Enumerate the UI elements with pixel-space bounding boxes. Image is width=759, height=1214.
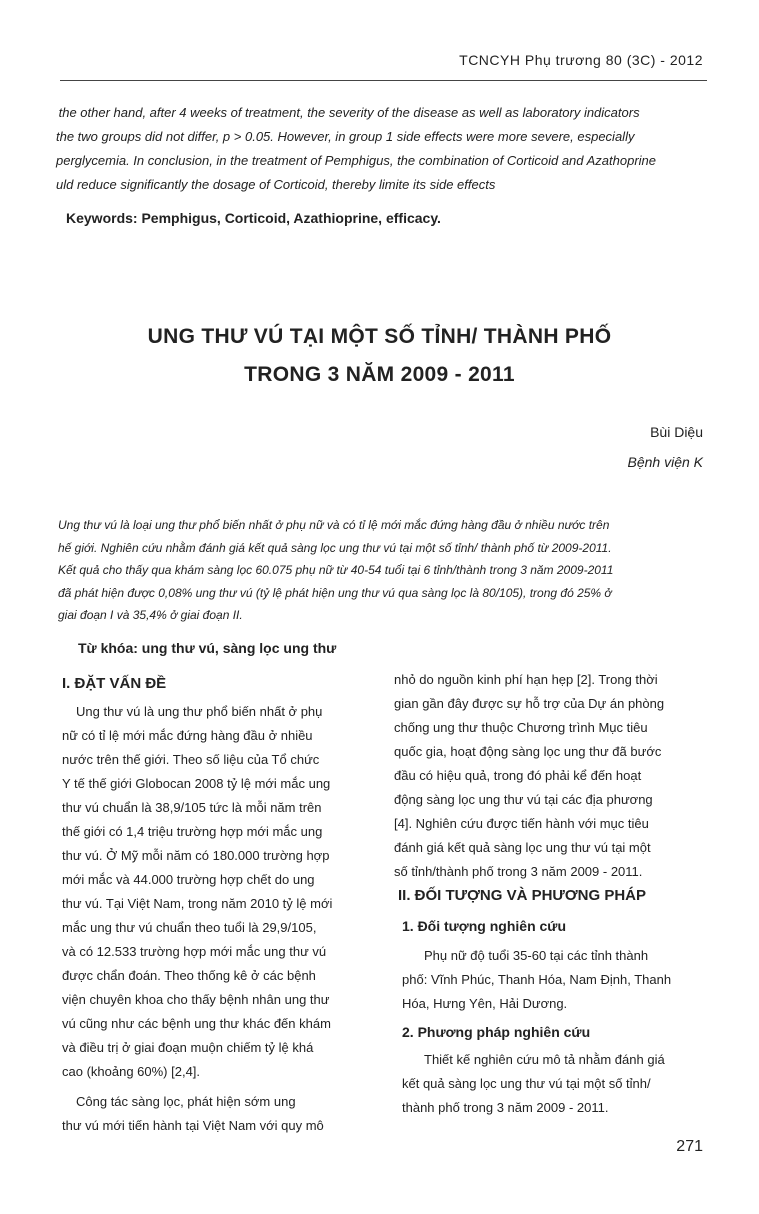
body-line: Công tác sàng lọc, phát hiện sớm ung xyxy=(76,1094,296,1109)
body-line: được chẩn đoán. Theo thống kê ở các bệnh xyxy=(62,968,316,983)
body-line: Phụ nữ độ tuổi 35-60 tại các tỉnh thành xyxy=(424,948,649,963)
body-line: thư vú mới tiến hành tại Việt Nam với quy mô xyxy=(62,1118,324,1133)
abstract-en-line: the two groups did not differ, p > 0.05. However, in group 1 side effects were more severe, especially xyxy=(56,129,635,144)
body-line: quốc gia, hoạt động sàng lọc ung thư đã bước xyxy=(394,744,662,759)
body-line: đầu có hiệu quả, trong đó phải kể đến hoạt xyxy=(394,768,642,783)
body-line: thư vú. Tại Việt Nam, trong năm 2010 tỷ lệ mới xyxy=(62,896,333,911)
body-line: phố: Vĩnh Phúc, Thanh Hóa, Nam Định, Thanh xyxy=(402,972,672,987)
body-line: [4]. Nghiên cứu được tiến hành với mục tiêu xyxy=(394,816,649,831)
body-line: và điều trị ở giai đoạn muộn chiếm tỷ lệ khá xyxy=(62,1040,314,1055)
page-number: 271 xyxy=(676,1138,703,1155)
body-line: nhỏ do nguồn kinh phí hạn hẹp [2]. Trong thời xyxy=(394,672,658,687)
sub-heading-subjects: 1. Đối tượng nghiên cứu xyxy=(402,918,567,934)
section-heading-intro: I. ĐẶT VẤN ĐỀ xyxy=(62,675,167,692)
abstract-en-line: uld reduce significantly the dosage of Corticoid, thereby limite its side effects xyxy=(56,177,496,192)
body-line: chống ung thư thuộc Chương trình Mục tiêu xyxy=(394,720,648,735)
body-line: động sàng lọc ung thư vú tại các địa phương xyxy=(394,792,653,807)
body-line: thế giới có 1,4 triệu trường hợp mới mắc ung xyxy=(62,824,323,839)
keywords-english: Keywords: Pemphigus, Corticoid, Azathioprine, efficacy. xyxy=(66,210,441,226)
body-line: thành phố trong 3 năm 2009 - 2011. xyxy=(402,1100,609,1115)
title-line-1: UNG THƯ VÚ TẠI MỘT SỐ TỈNH/ THÀNH PHỐ xyxy=(147,325,612,348)
sub-heading-methods: 2. Phương pháp nghiên cứu xyxy=(402,1024,591,1040)
body-line: thư vú chuẩn là 38,9/105 tức là mỗi năm trên xyxy=(62,800,322,815)
body-line: và có 12.533 trường hợp mới mắc ung thư vú xyxy=(62,944,327,959)
header-rule xyxy=(60,80,707,81)
title-line-2: TRONG 3 NĂM 2009 - 2011 xyxy=(244,363,515,386)
body-line: mắc ung thư vú chuẩn theo tuổi là 29,9/105, xyxy=(62,920,317,935)
body-line: Thiết kế nghiên cứu mô tả nhằm đánh giá xyxy=(424,1052,665,1067)
abstract-en-line: perglycemia. In conclusion, in the treatment of Pemphigus, the combination of Corticoid and Azathoprine xyxy=(56,153,657,168)
body-line: vú cũng như các bệnh ung thư khác đến khám xyxy=(62,1016,331,1031)
abstract-vn-line: Kết quả cho thấy qua khám sàng lọc 60.075 phụ nữ từ 40-54 tuổi tại 6 tỉnh/thành trong 3 năm 2009-2011 xyxy=(58,563,614,577)
body-line: mới mắc và 44.000 trường hợp chết do ung xyxy=(62,872,315,887)
abstract-vn-line: hế giới. Nghiên cứu nhằm đánh giá kết quả sàng lọc ung thư vú tại một số tỉnh/ thành phố từ 2009-2011. xyxy=(58,540,612,555)
body-line: nước trên thế giới. Theo số liệu của Tổ chức xyxy=(62,752,320,767)
section-heading-methods: II. ĐỐI TƯỢNG VÀ PHƯƠNG PHÁP xyxy=(398,887,646,904)
abstract-vn-line: giai đoạn I và 35,4% ở giai đoạn II. xyxy=(58,608,243,622)
body-line: Y tế thế giới Globocan 2008 tỷ lệ mới mắc ung xyxy=(62,776,331,791)
body-line: nữ có tỉ lệ mới mắc đứng hàng đầu ở nhiều xyxy=(62,728,313,743)
body-line: viện chuyên khoa cho thấy bệnh nhân ung thư xyxy=(62,992,330,1007)
keywords-vietnamese: Từ khóa: ung thư vú, sàng lọc ung thư xyxy=(78,640,337,656)
journal-header: TCNCYH Phụ trương 80 (3C) - 2012 xyxy=(459,52,703,68)
body-line: Hóa, Hưng Yên, Hải Dương. xyxy=(402,996,568,1011)
body-line: đánh giá kết quả sàng lọc ung thư vú tại một xyxy=(394,840,651,855)
author-name: Bùi Diệu xyxy=(650,424,703,440)
author-affiliation: Bệnh viện K xyxy=(627,454,703,470)
vietnamese-abstract xyxy=(58,514,718,627)
english-abstract xyxy=(56,101,716,197)
abstract-vn-line: Ung thư vú là loại ung thư phổ biến nhất ở phụ nữ và có tỉ lệ mới mắc đứng hàng đầu ở nhiều nước trên xyxy=(58,518,610,532)
abstract-vn-line: đã phát hiện được 0,08% ung thư vú (tỷ lệ phát hiện ung thư vú qua sàng lọc là 80/105), trong đó 25% ở xyxy=(58,585,612,600)
article-title xyxy=(0,318,759,394)
body-line: thư vú. Ở Mỹ mỗi năm có 180.000 trường hợp xyxy=(62,848,330,863)
abstract-en-line: the other hand, after 4 weeks of treatment, the severity of the disease as well as laboratory indicators xyxy=(56,105,640,120)
body-line: số tỉnh/thành phố trong 3 năm 2009 - 2011. xyxy=(394,864,643,879)
body-line: Ung thư vú là ung thư phổ biến nhất ở phụ xyxy=(76,704,323,719)
body-line: kết quả sàng lọc ung thư vú tại một số tỉnh/ xyxy=(402,1076,651,1091)
body-line: gian gần đây được sự hỗ trợ của Dự án phòng xyxy=(394,696,665,711)
body-line: cao (khoảng 60%) [2,4]. xyxy=(62,1064,201,1079)
